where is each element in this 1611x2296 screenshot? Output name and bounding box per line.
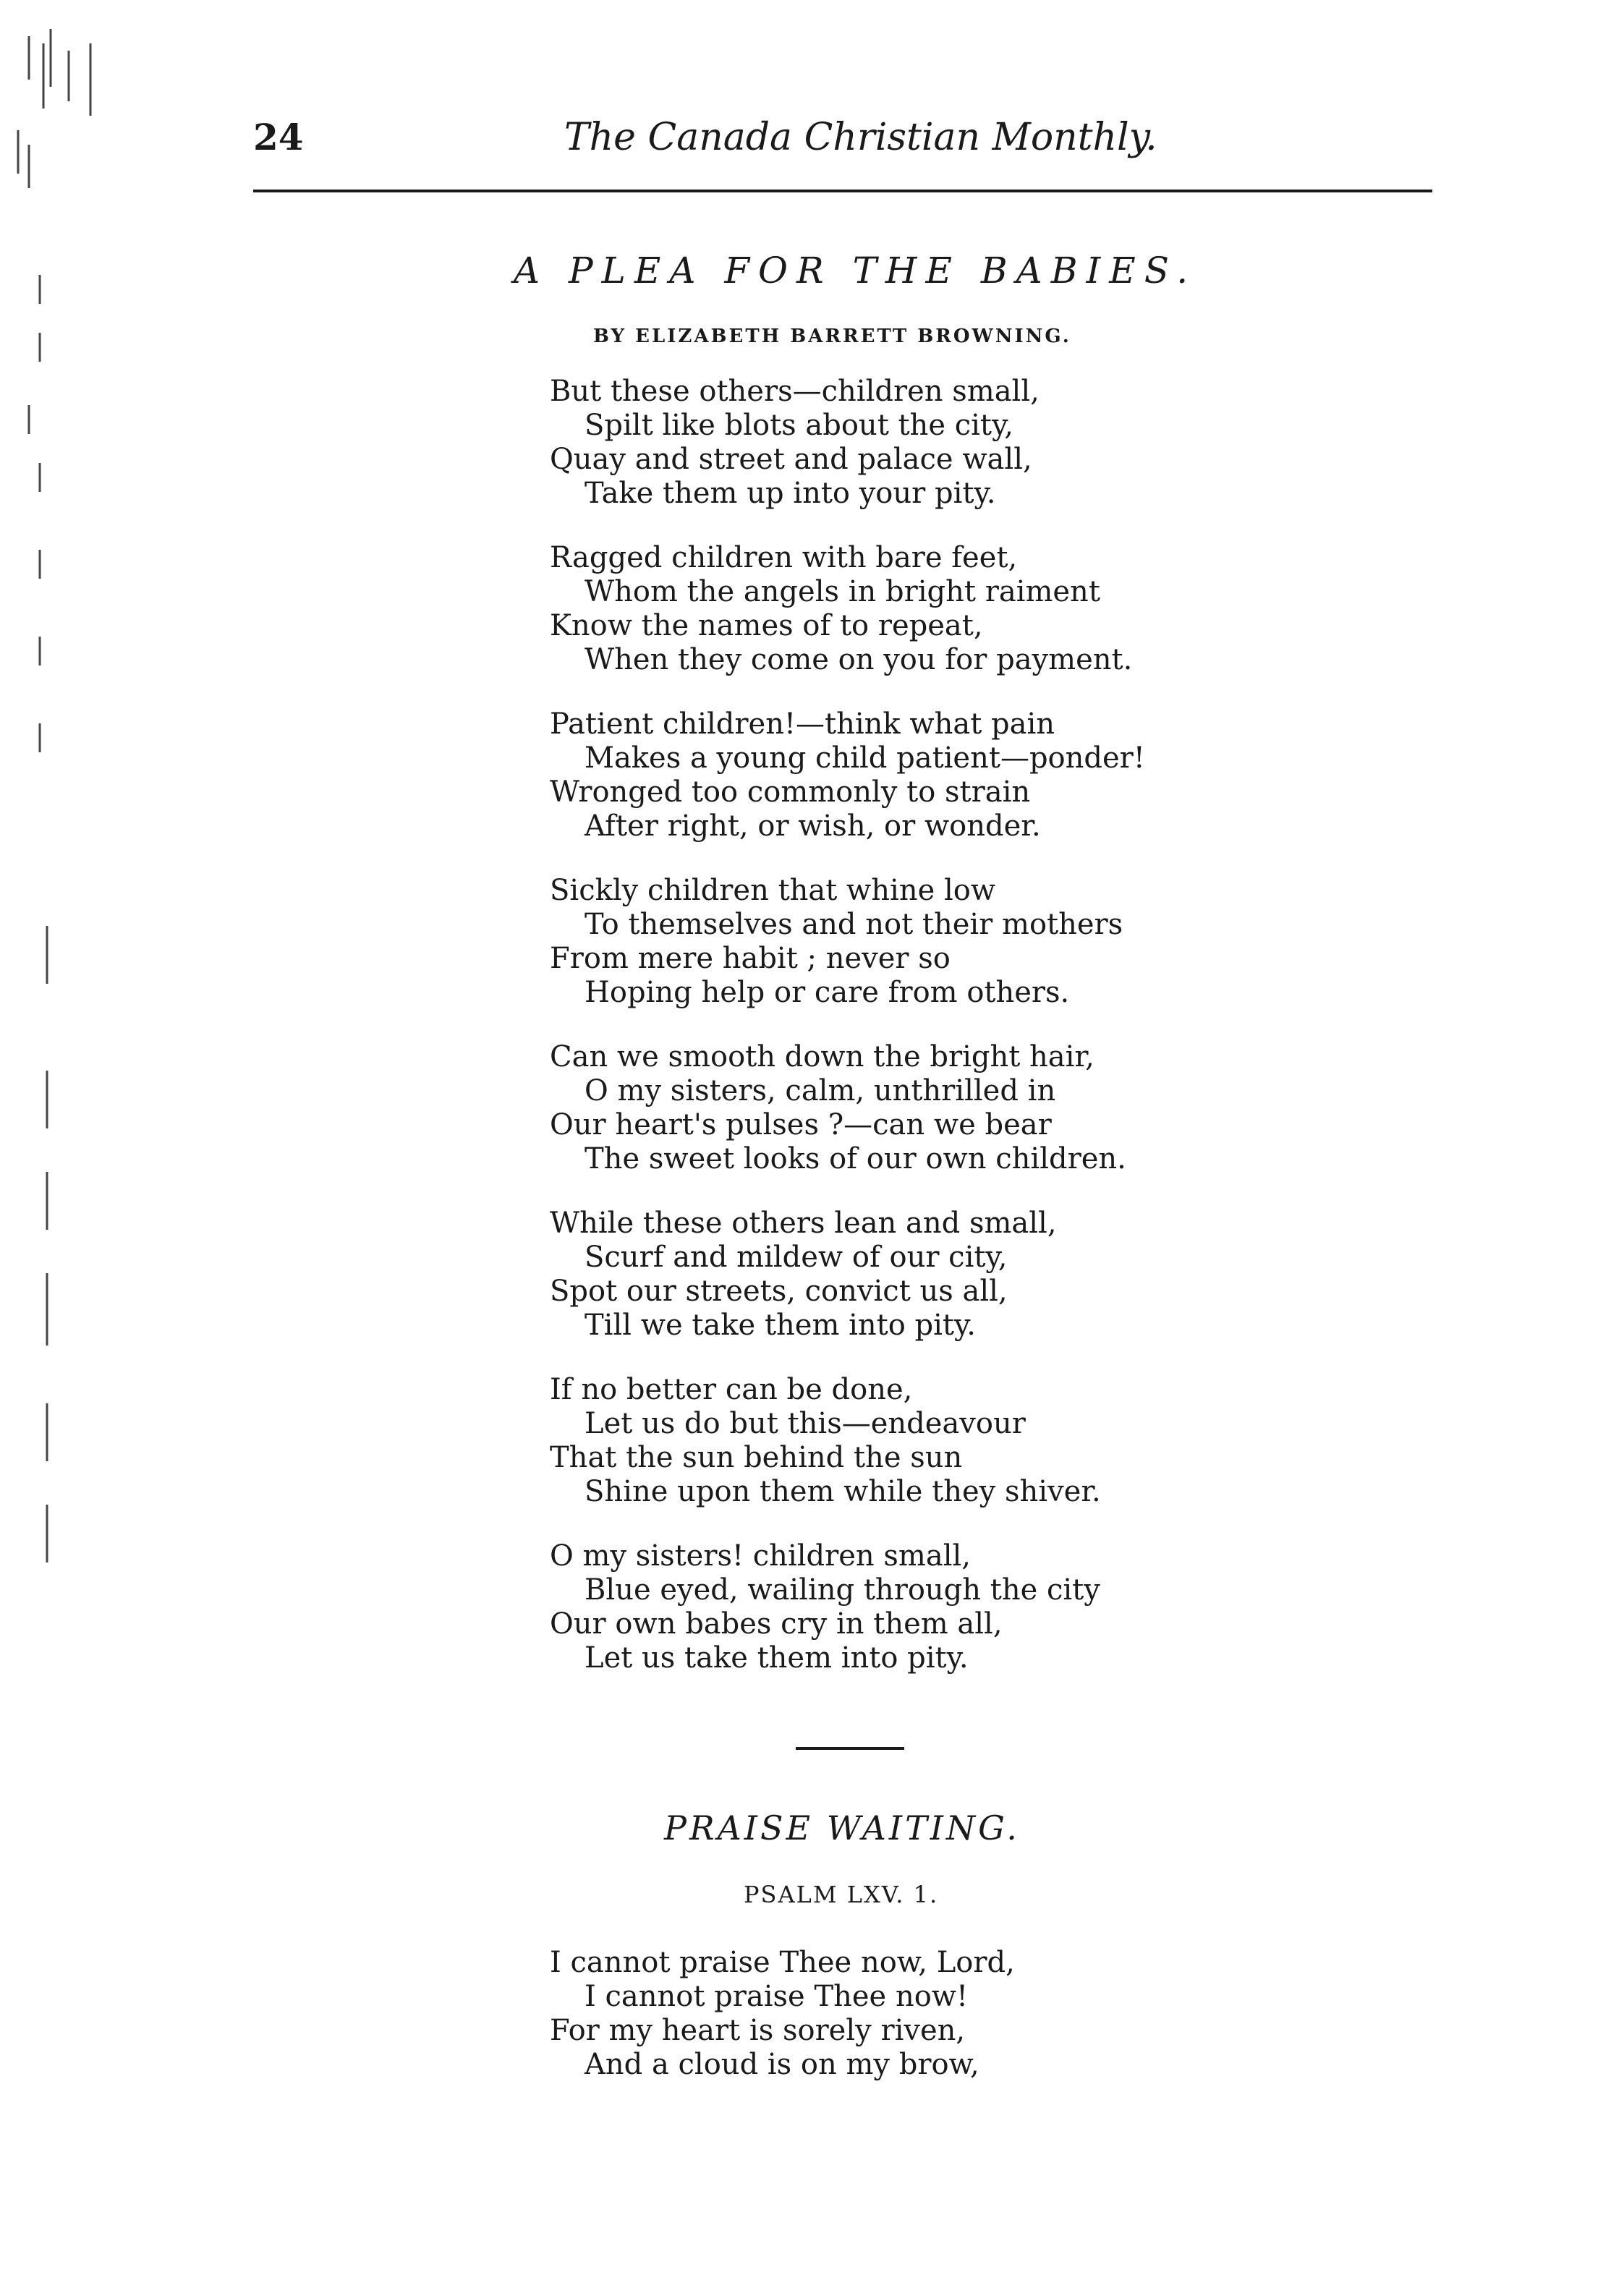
verse-line: Take them up into your pity. (585, 477, 996, 510)
verse-line: Quay and street and palace wall, (550, 443, 1032, 476)
verse-line: Let us do but this—endeavour (585, 1407, 1026, 1440)
margin-scan-marks (0, 0, 101, 2296)
verse-line: But these others—children small, (550, 375, 1040, 408)
verse-line: Wronged too commonly to strain (550, 775, 1031, 809)
verse-line: Know the names of to repeat, (550, 609, 983, 642)
verse-line: Can we smooth down the bright hair, (550, 1040, 1094, 1073)
stanza (550, 1946, 1015, 2082)
poem-byline: BY ELIZABETH BARRETT BROWNING. (593, 326, 1071, 347)
poem-title: PRAISE WAITING. (664, 1808, 1020, 1848)
verse-line: O my sisters! children small, (550, 1539, 972, 1573)
verse-line: Whom the angels in bright raiment (585, 575, 1100, 608)
verse-line: Hoping help or care from others. (585, 976, 1070, 1009)
verse-line: To themselves and not their mothers (585, 908, 1123, 941)
section-divider (796, 1747, 904, 1750)
verse-line: O my sisters, calm, unthrilled in (585, 1074, 1056, 1107)
verse-line: Shine upon them while they shiver. (585, 1475, 1101, 1508)
verse-line: Till we take them into pity. (585, 1309, 976, 1342)
verse-line: The sweet looks of our own children. (585, 1142, 1126, 1175)
verse-line: Sickly children that whine low (550, 874, 996, 907)
verse-line: Spot our streets, convict us all, (550, 1275, 1008, 1308)
stanza (550, 1539, 1145, 1675)
poem-body (550, 1946, 1015, 2112)
stanza (550, 1207, 1145, 1343)
header-rule (253, 190, 1432, 192)
running-header (253, 109, 1432, 166)
stanza (550, 1040, 1145, 1176)
verse-line: If no better can be done, (550, 1373, 913, 1406)
verse-line: Spilt like blots about the city, (585, 409, 1013, 442)
verse-line: From mere habit ; never so (550, 942, 951, 975)
verse-line: After right, or wish, or wonder. (585, 809, 1041, 843)
stanza (550, 707, 1145, 843)
verse-line: Let us take them into pity. (585, 1641, 969, 1675)
poem-subtitle: PSALM LXV. 1. (744, 1881, 939, 1908)
poem-title: A PLEA FOR THE BABIES. (514, 250, 1197, 292)
verse-line: Blue eyed, wailing through the city (585, 1573, 1100, 1607)
verse-line: Ragged children with bare feet, (550, 541, 1018, 574)
verse-line: I cannot praise Thee now, Lord, (550, 1946, 1015, 1979)
stanza (550, 1373, 1145, 1509)
verse-line: That the sun behind the sun (550, 1441, 963, 1474)
verse-line: While these others lean and small, (550, 1207, 1057, 1240)
verse-line: And a cloud is on my brow, (585, 2048, 979, 2081)
verse-line: I cannot praise Thee now! (585, 1980, 969, 2013)
poem-body (550, 375, 1145, 1706)
verse-line: For my heart is sorely riven, (550, 2014, 966, 2047)
verse-line: When they come on you for payment. (585, 643, 1133, 676)
verse-line: Our own babes cry in them all, (550, 1607, 1003, 1641)
stanza (550, 874, 1145, 1010)
verse-line: Patient children!—think what pain (550, 707, 1055, 741)
page-number: 24 (253, 116, 304, 158)
stanza (550, 541, 1145, 677)
stanza (550, 375, 1145, 511)
verse-line: Makes a young child patient—ponder! (585, 741, 1145, 775)
journal-title: The Canada Christian Monthly. (564, 116, 1157, 159)
verse-line: Scurf and mildew of our city, (585, 1241, 1008, 1274)
verse-line: Our heart's pulses ?—can we bear (550, 1108, 1052, 1141)
